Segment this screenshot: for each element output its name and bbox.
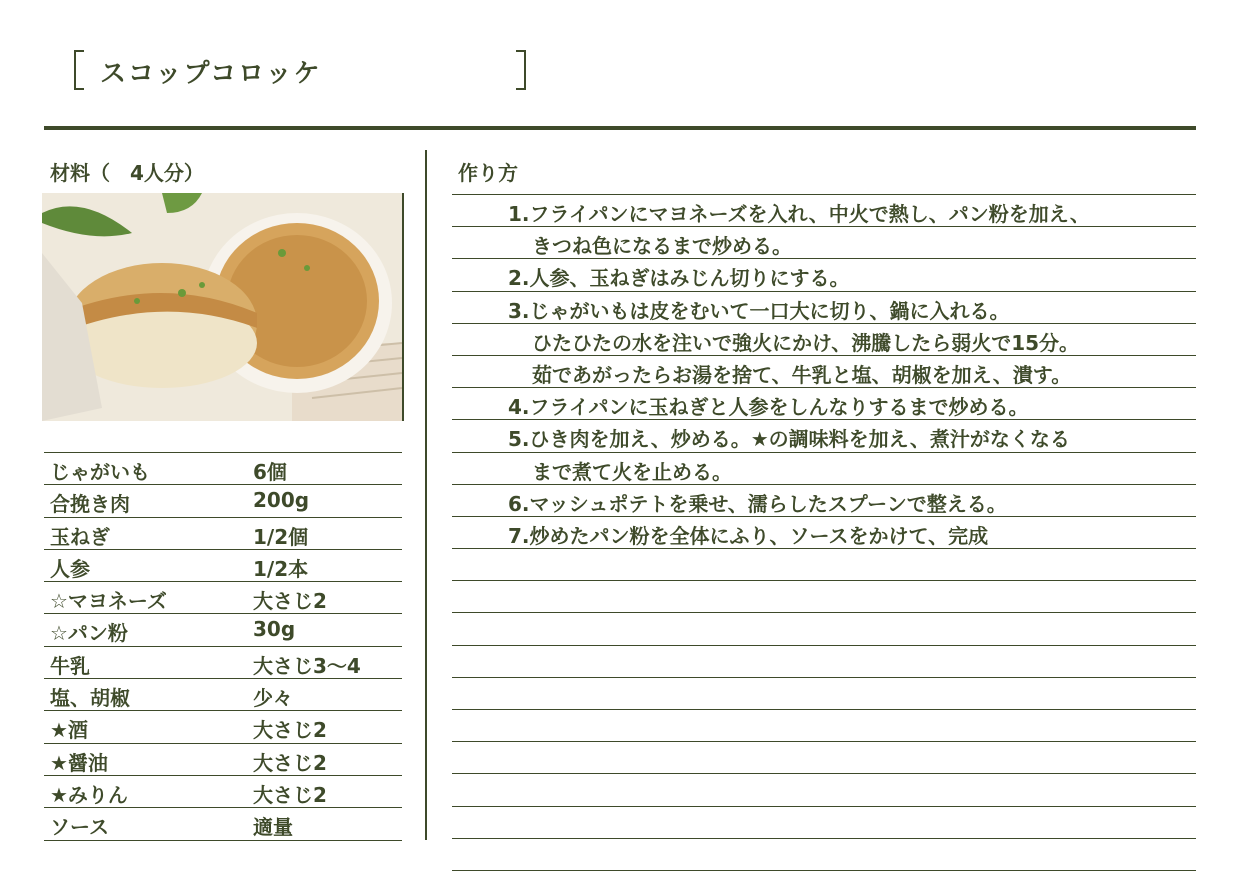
step-line <box>452 292 1196 324</box>
ingredient-list <box>44 452 402 841</box>
title-bracket-right <box>516 50 526 90</box>
step-text: 茹であがったらお湯を捨て、牛乳と塩、胡椒を加え、潰す。 <box>532 362 1072 387</box>
ingredient-quantity: 大さじ2 <box>253 750 327 775</box>
step-line <box>452 227 1196 259</box>
ingredient-name: じゃがいも <box>50 460 150 484</box>
ingredient-quantity: 大さじ2 <box>253 718 327 743</box>
ingredient-row <box>44 550 402 582</box>
ingredient-quantity: 適量 <box>253 815 293 840</box>
method-steps <box>452 194 1196 871</box>
ingredient-quantity: 大さじ2 <box>253 589 327 614</box>
ingredient-row <box>44 518 402 550</box>
method-heading: 作り方 <box>458 161 518 185</box>
ingredient-row <box>44 647 402 679</box>
step-line-blank <box>452 774 1196 806</box>
step-text: 5.ひき肉を加え、炒める。★の調味料を加え、煮汁がなくなる <box>508 427 1070 452</box>
ingredient-row <box>44 776 402 808</box>
ingredient-name: ☆パン粉 <box>50 621 128 646</box>
step-text: ひたひたの水を注いで強火にかけ、沸騰したら弱火で15分。 <box>532 330 1080 355</box>
step-text: 4.フライパンに玉ねぎと人参をしんなりするまで炒める。 <box>508 395 1029 420</box>
ingredient-name: ★みりん <box>50 782 128 807</box>
ingredient-quantity: 6個 <box>253 460 287 484</box>
step-line <box>452 485 1196 517</box>
header-divider <box>44 126 1196 130</box>
page-title: スコップコロッケ <box>100 59 322 89</box>
ingredient-quantity: 200g <box>253 488 310 513</box>
ingredient-row <box>44 582 402 614</box>
ingredient-name: 人参 <box>50 556 90 581</box>
ingredient-quantity: 少々 <box>253 686 293 711</box>
column-divider <box>425 150 427 840</box>
ingredient-row <box>44 711 402 743</box>
step-text: 2.人参、玉ねぎはみじん切りにする。 <box>508 266 850 291</box>
step-line-blank <box>452 613 1196 645</box>
ingredient-row <box>44 679 402 711</box>
step-text: 3.じゃがいもは皮をむいて一口大に切り、鍋に入れる。 <box>508 298 1010 323</box>
ingredient-quantity: 大さじ2 <box>253 782 327 807</box>
ingredient-row <box>44 453 402 485</box>
step-line <box>452 388 1196 420</box>
step-line-blank <box>452 807 1196 839</box>
recipe-title-block <box>74 50 526 90</box>
ingredient-quantity: 30g <box>253 617 296 642</box>
step-line-blank <box>452 581 1196 613</box>
ingredient-row <box>44 808 402 840</box>
ingredient-quantity: 大さじ3〜4 <box>253 653 361 678</box>
ingredient-name: ☆マヨネーズ <box>50 589 167 614</box>
step-line-blank <box>452 710 1196 742</box>
ingredient-name: ★酒 <box>50 718 88 743</box>
ingredient-row <box>44 744 402 776</box>
step-line <box>452 324 1196 356</box>
ingredient-name: 塩、胡椒 <box>50 686 130 711</box>
ingredient-name: 牛乳 <box>50 653 90 678</box>
ingredient-row <box>44 485 402 517</box>
step-line <box>452 356 1196 388</box>
step-line <box>452 259 1196 291</box>
ingredient-name: 玉ねぎ <box>50 524 110 549</box>
dish-illustration <box>42 193 402 421</box>
ingredient-name: ソース <box>50 815 109 840</box>
step-line-blank <box>452 742 1196 774</box>
ingredient-quantity: 1/2個 <box>253 524 309 549</box>
step-line-blank <box>452 678 1196 710</box>
ingredient-name: 合挽き肉 <box>50 492 130 517</box>
step-text: 1.フライパンにマヨネーズを入れ、中火で熱し、パン粉を加え、 <box>508 202 1090 226</box>
step-line <box>452 453 1196 485</box>
ingredients-heading: 材料（ 4人分） <box>50 161 204 185</box>
dish-photo <box>42 193 404 421</box>
step-text: 6.マッシュポテトを乗せ、濡らしたスプーンで整える。 <box>508 491 1007 516</box>
step-line-blank <box>452 646 1196 678</box>
step-text: 7.炒めたパン粉を全体にふり、ソースをかけて、完成 <box>508 523 989 548</box>
ingredient-quantity: 1/2本 <box>253 556 309 581</box>
step-line-blank <box>452 549 1196 581</box>
step-text: きつね色になるまで炒める。 <box>532 234 792 259</box>
step-line <box>452 195 1196 227</box>
ingredient-name: ★醤油 <box>50 750 108 775</box>
step-line <box>452 517 1196 549</box>
step-line <box>452 420 1196 452</box>
step-text: まで煮て火を止める。 <box>532 459 732 484</box>
ingredient-row <box>44 614 402 646</box>
title-bracket-left <box>74 50 84 90</box>
step-line-blank <box>452 839 1196 871</box>
